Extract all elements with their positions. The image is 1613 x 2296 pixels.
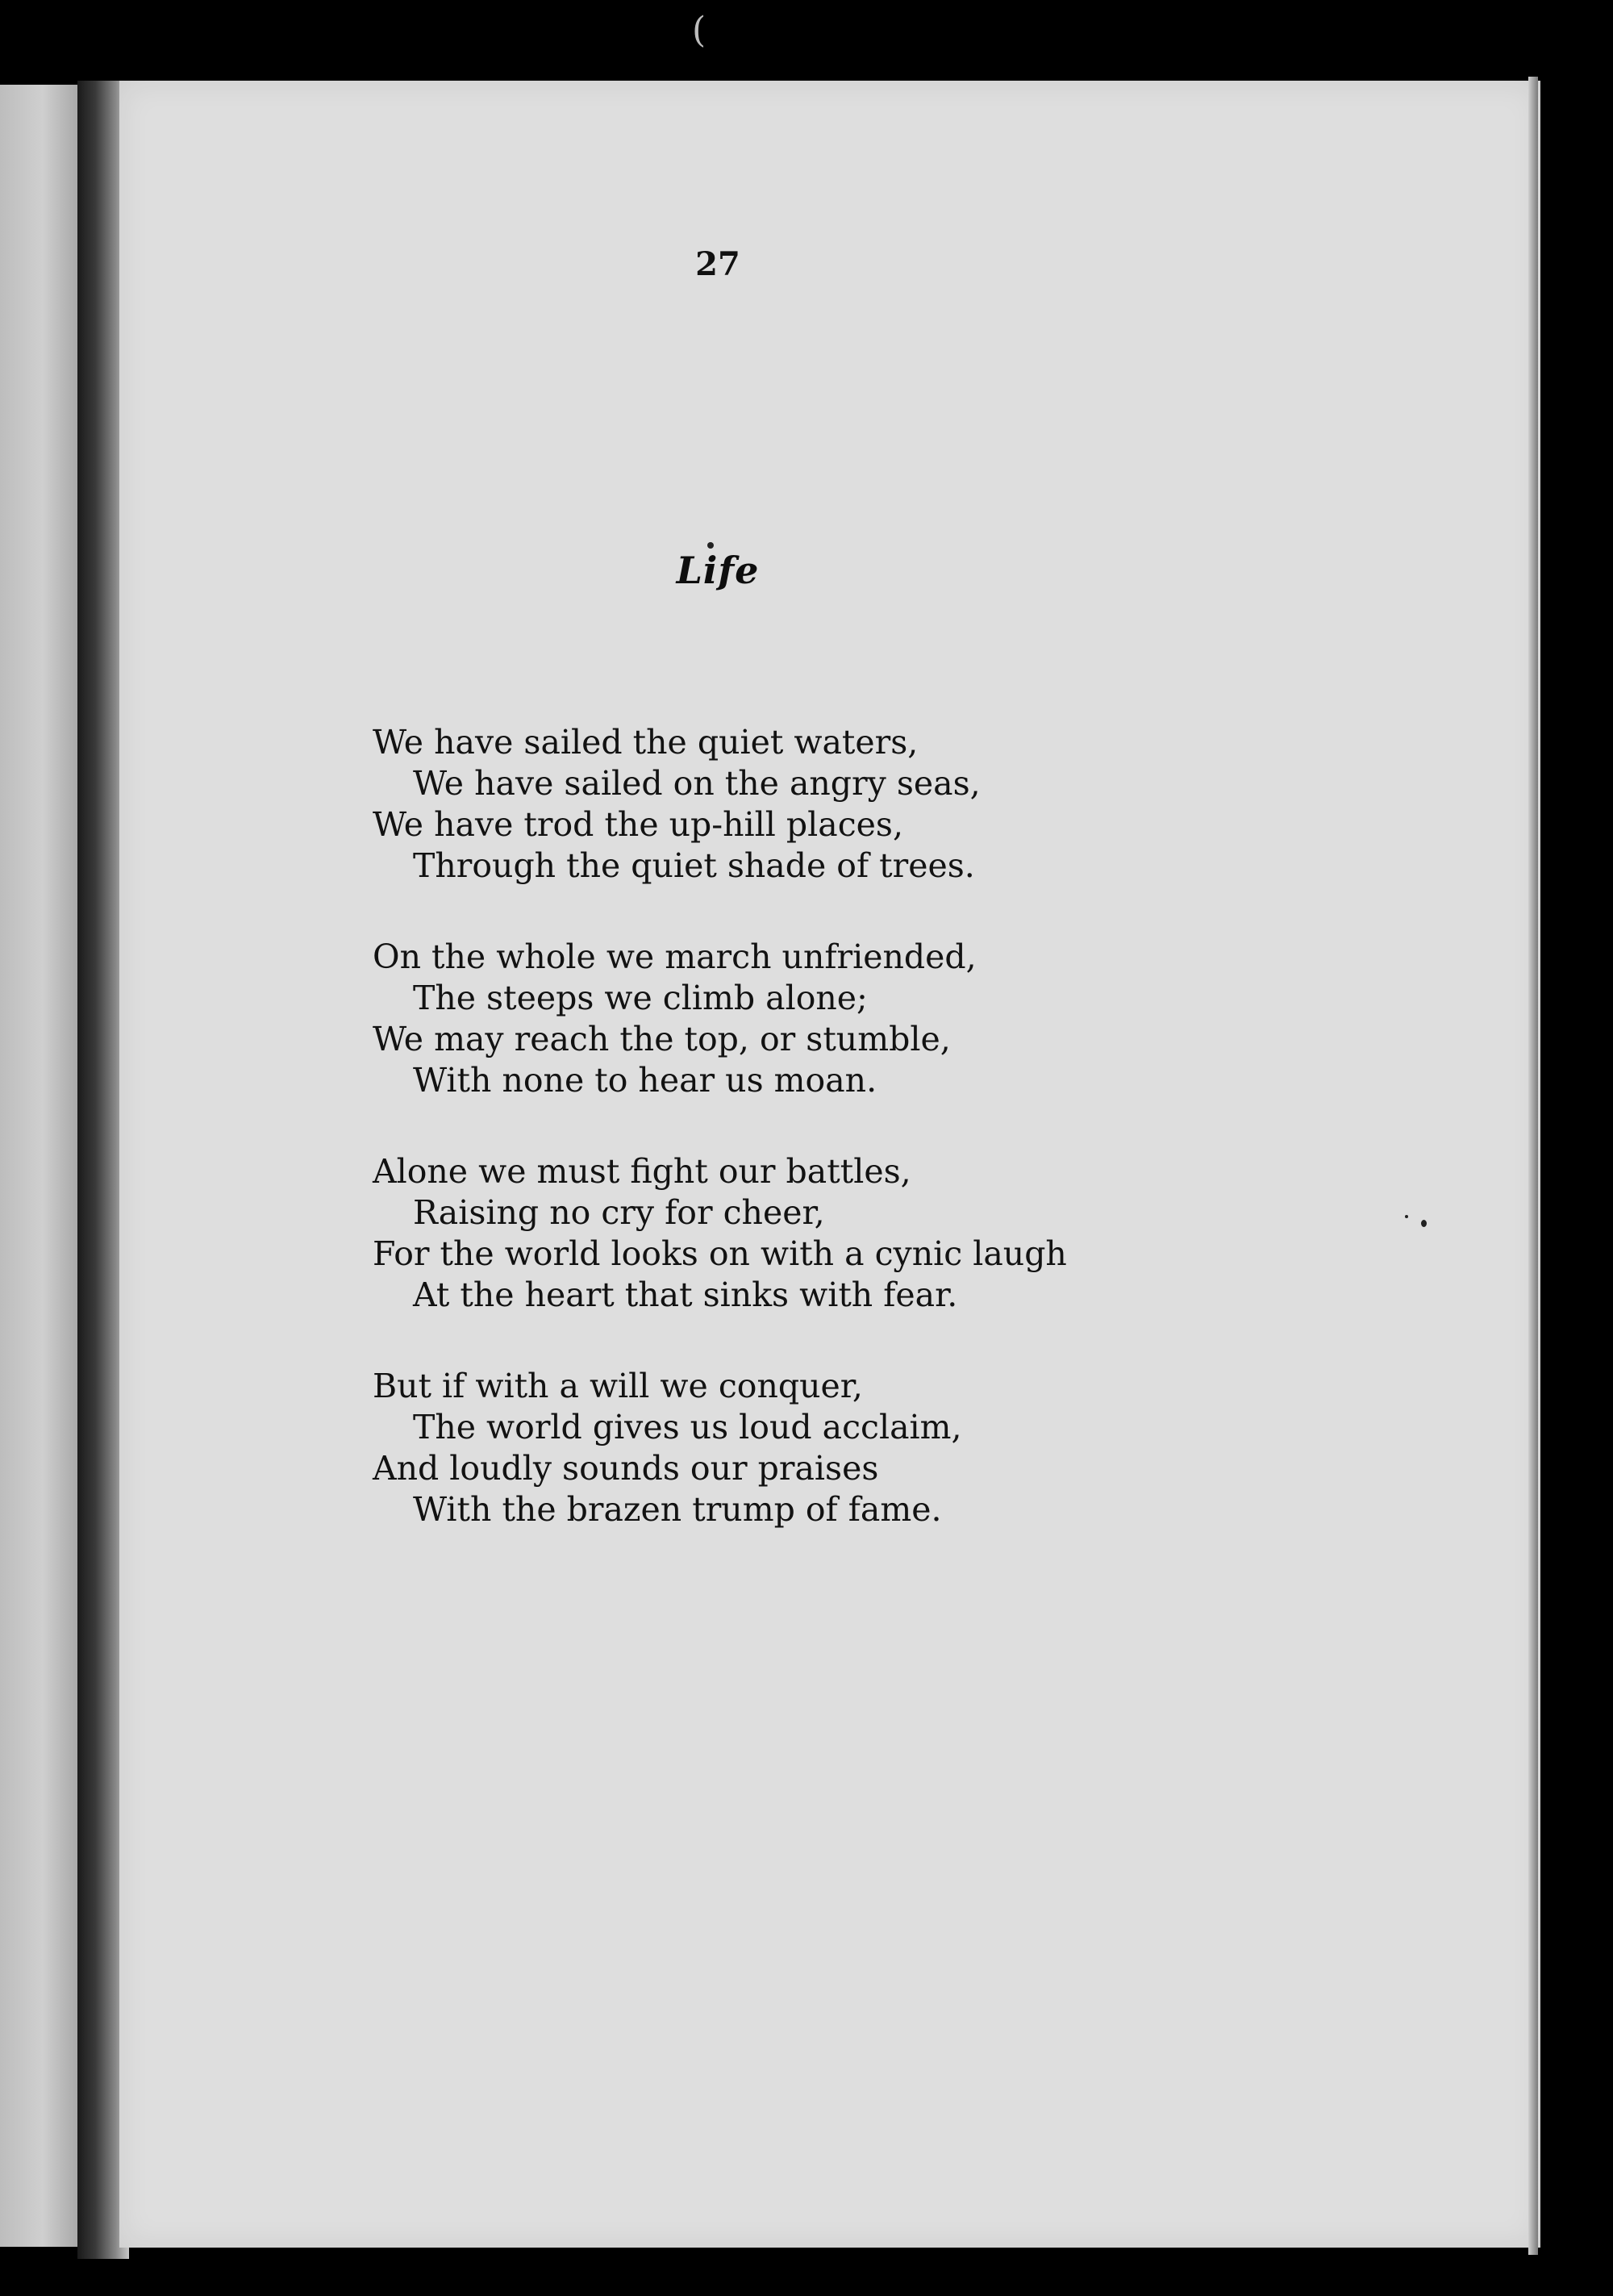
poem-line: The world gives us loud acclaim,	[413, 1408, 962, 1446]
ink-speck	[1421, 1220, 1427, 1227]
poem-line: We have trod the up-hill places,	[373, 805, 904, 844]
poem-line: With the brazen trump of fame.	[413, 1490, 942, 1529]
poem-body	[373, 722, 1179, 1580]
stanza	[373, 722, 1179, 887]
stanza	[373, 1366, 1179, 1530]
page-number: 27	[695, 245, 740, 283]
poem-line: The steeps we climb alone;	[413, 979, 868, 1017]
page-right-edge	[1528, 77, 1538, 2255]
poem-line: We may reach the top, or stumble,	[373, 1020, 951, 1058]
poem-line: On the whole we march unfriended,	[373, 937, 977, 976]
poem-line: We have sailed the quiet waters,	[373, 723, 919, 762]
poem-line: Alone we must fight our battles,	[373, 1152, 911, 1191]
scan-artifact-mark: (	[692, 10, 706, 51]
poem-line: We have sailed on the angry seas,	[413, 764, 981, 803]
poem-line: Raising no cry for cheer,	[413, 1193, 825, 1232]
poem-line: For the world looks on with a cynic laugh	[373, 1234, 1067, 1273]
ink-speck	[1405, 1215, 1408, 1218]
poem-title: Life	[676, 549, 760, 592]
poem-line: But if with a will we conquer,	[373, 1367, 863, 1405]
facing-page-edge	[0, 85, 77, 2247]
stanza	[373, 937, 1179, 1101]
stanza	[373, 1151, 1179, 1316]
poem-line: With none to hear us moan.	[413, 1061, 877, 1100]
poem-line: At the heart that sinks with fear.	[413, 1275, 958, 1314]
poem-line: And loudly sounds our praises	[373, 1449, 879, 1488]
poem-line: Through the quiet shade of trees.	[413, 846, 975, 885]
ink-speck	[707, 542, 714, 549]
